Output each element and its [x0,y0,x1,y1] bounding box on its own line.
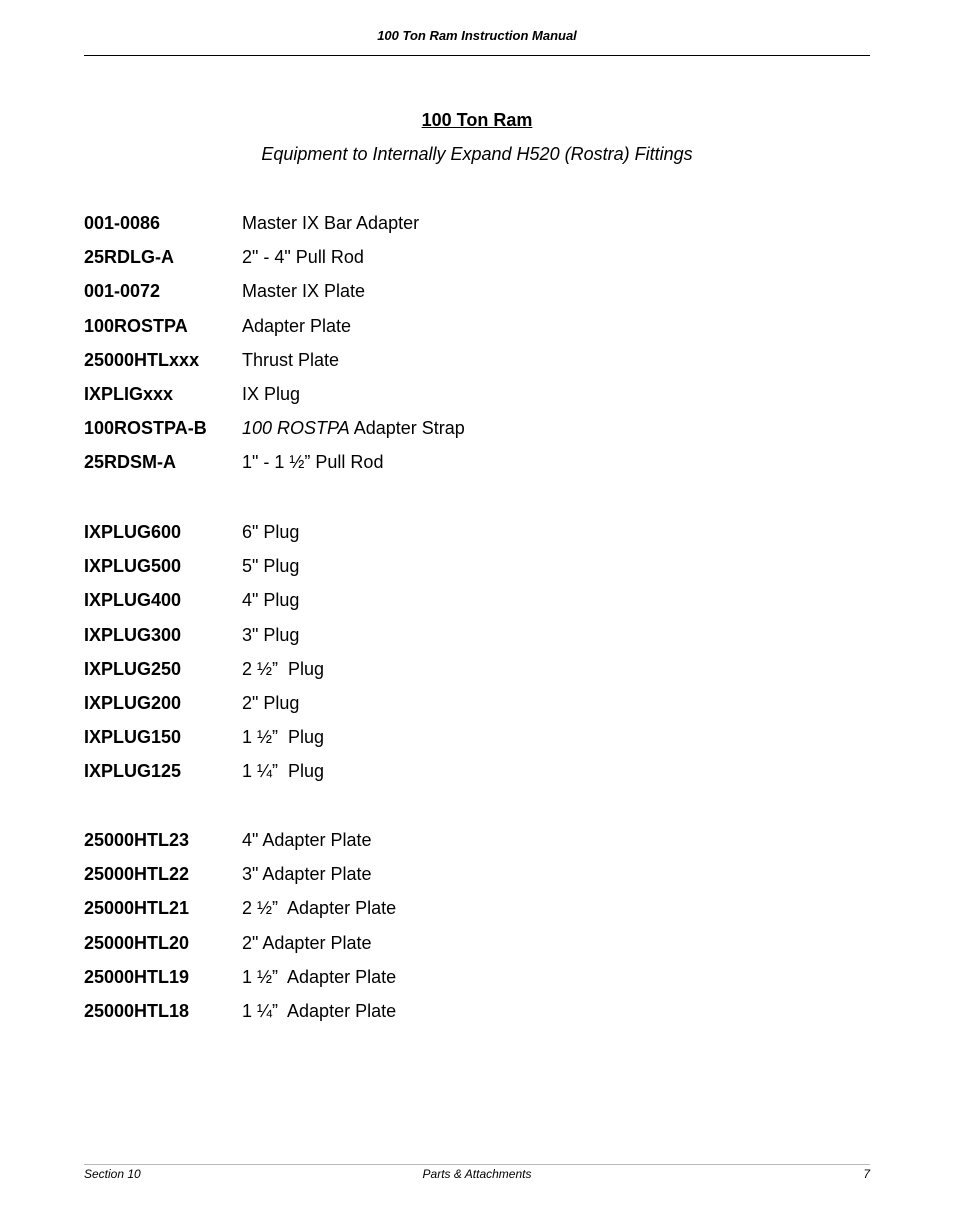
part-row [84,246,870,280]
part-row [84,555,870,589]
part-number: IXPLUG150 [84,727,182,748]
parts-group-tooling [84,212,870,486]
part-row [84,760,870,794]
part-number: IXPLUG250 [84,658,182,679]
part-description-italic: 100 ROSTPA [242,418,350,439]
part-description: 5" Plug [242,556,300,577]
part-description: Master IX Plate [242,281,366,302]
running-header-title: 100 Ton Ram Instruction Manual [377,28,577,43]
part-description: 1 ¼” Plug [242,761,325,782]
part-number: IXPLUG200 [84,692,182,713]
part-row [84,932,870,966]
part-row [84,1000,870,1034]
part-number: 100ROSTPA [84,315,188,336]
part-row [84,829,870,863]
part-row [84,383,870,417]
part-description: 2" Adapter Plate [242,932,372,953]
part-number: 001-0086 [84,213,161,233]
part-description: 3" Adapter Plate [242,864,372,885]
part-description: 2 ½” Plug [242,658,325,679]
part-number: 001-0072 [84,281,161,302]
header-divider [84,55,870,56]
page-number: 7 [863,1167,870,1181]
part-number: IXPLUG300 [84,624,182,645]
part-number: IXPLUG400 [84,590,182,611]
part-row [84,451,870,485]
part-description: 4" Adapter Plate [242,830,372,850]
part-description-rest: Adapter Strap [349,418,465,439]
parts-group-plugs [84,521,870,795]
part-description: 2" Plug [242,692,300,713]
part-description: Master IX Bar Adapter [242,213,420,233]
part-row [84,349,870,383]
part-description: 1" - 1 ½” Pull Rod [242,452,384,473]
part-row [84,863,870,897]
part-row [84,315,870,349]
part-number: 25000HTL23 [84,830,190,850]
part-description: 2 ½” Adapter Plate [242,898,397,919]
part-row [84,624,870,658]
part-description: 1 ½” Plug [242,727,325,748]
part-number: IXPLUG125 [84,761,182,782]
part-description [242,417,465,439]
part-number: 25RDSM-A [84,452,177,473]
part-number: IXPLUG500 [84,556,182,577]
footer-divider [84,1164,870,1165]
part-number: IXPLIGxxx [84,383,174,404]
part-description: IX Plug [242,383,301,404]
part-number: 25000HTLxxx [84,349,200,370]
part-row [84,417,870,451]
part-number: 25000HTL18 [84,1000,190,1021]
part-description: 1 ¼” Adapter Plate [242,1000,397,1021]
part-row [84,726,870,760]
part-description: Adapter Plate [242,315,352,336]
parts-group-adapter-plates [84,829,870,1034]
part-number: IXPLUG600 [84,522,182,542]
page-subtitle: Equipment to Internally Expand H520 (Rostra) Fittings [261,144,693,164]
part-number: 25000HTL22 [84,864,190,885]
part-description: 3" Plug [242,624,300,645]
page-title: 100 Ton Ram [421,110,533,130]
part-row [84,212,870,246]
part-number: 25000HTL20 [84,932,190,953]
part-description: 1 ½” Adapter Plate [242,966,397,987]
part-row [84,692,870,726]
footer-section: Section 10 [84,1167,141,1181]
part-number: 25000HTL21 [84,898,190,919]
part-row [84,589,870,623]
part-number: 25000HTL19 [84,966,190,987]
part-number: 25RDLG-A [84,247,175,268]
part-description: 4" Plug [242,590,300,611]
part-row [84,966,870,1000]
part-row [84,280,870,314]
part-description: Thrust Plate [242,349,340,370]
part-description: 2" - 4" Pull Rod [242,247,364,268]
footer-chapter: Parts & Attachments [422,1167,532,1181]
part-row [84,658,870,692]
part-description: 6" Plug [242,522,300,542]
part-row [84,897,870,931]
part-number: 100ROSTPA-B [84,418,207,439]
part-row [84,521,870,555]
